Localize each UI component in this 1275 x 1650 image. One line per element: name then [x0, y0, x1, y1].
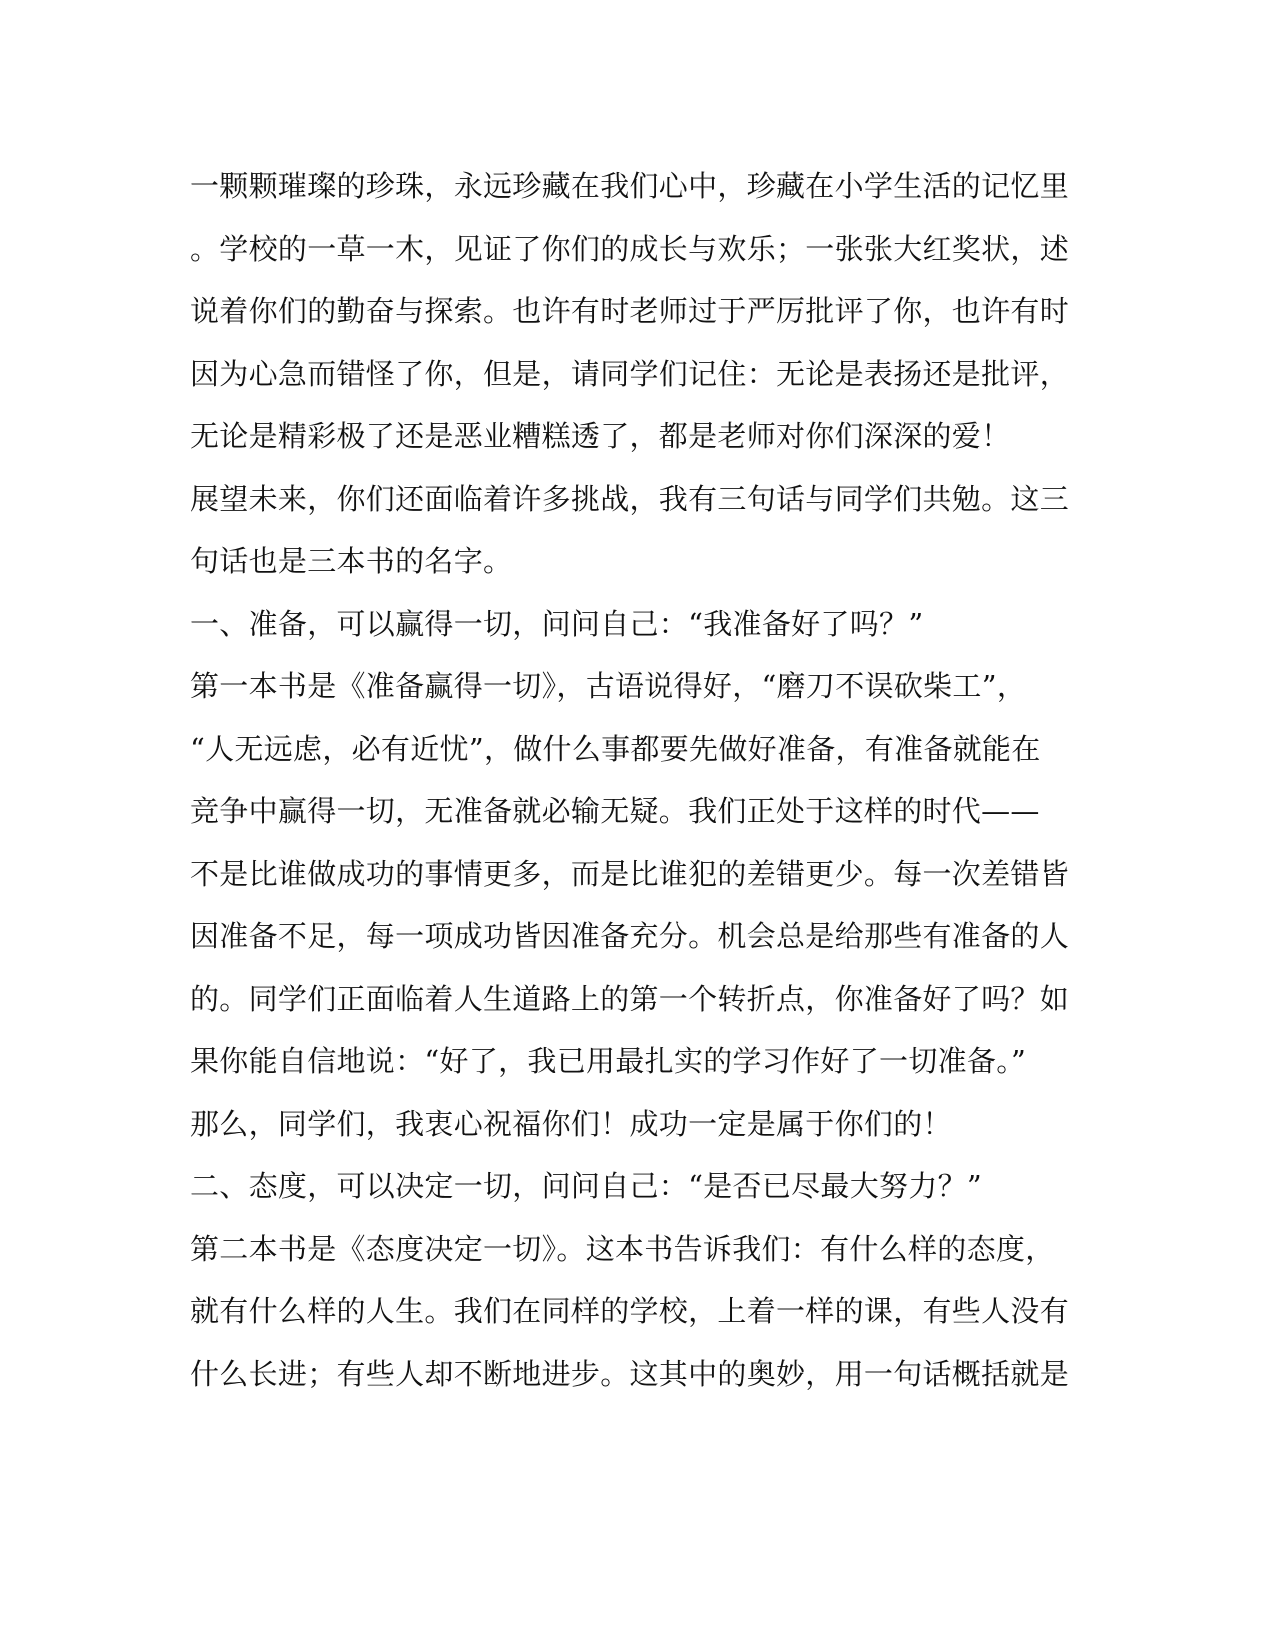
- text-line: 的。同学们正面临着人生道路上的第一个转折点，你准备好了吗？如: [190, 981, 1070, 1016]
- text-line: 。学校的一草一木，见证了你们的成长与欢乐；一张张大红奖状，述: [190, 231, 1070, 266]
- text-line: 无论是精彩极了还是恶业糟糕透了，都是老师对你们深深的爱！: [190, 419, 1011, 453]
- text-line: 第一本书是《准备赢得一切》，古语说得好，“磨刀不误砍柴工”，: [190, 669, 1027, 703]
- text-line: 一颗颗璀璨的珍珠，永远珍藏在我们心中，珍藏在小学生活的记忆里: [190, 169, 1070, 203]
- text-line: 说着你们的勤奋与探索。也许有时老师过于严厉批评了你，也许有时: [190, 294, 1070, 328]
- text-line: 什么长进；有些人却不断地进步。这其中的奥妙，用一句话概括就是: [190, 1356, 1070, 1391]
- section-heading-preparation: 一、准备，可以赢得一切，问问自己：“我准备好了吗？”: [190, 606, 924, 641]
- text-line: 果你能自信地说：“好了，我已用最扎实的学习作好了一切准备。”: [190, 1044, 1027, 1078]
- text-line: 因准备不足，每一项成功皆因准备充分。机会总是给那些有准备的人: [190, 919, 1070, 953]
- text-line: 竞争中赢得一切，无准备就必输无疑。我们正处于这样的时代——: [190, 794, 1040, 828]
- body-text: [190, 155, 1090, 1405]
- text-line: 不是比谁做成功的事情更多，而是比谁犯的差错更少。每一次差错皆: [190, 856, 1070, 891]
- text-line: 就有什么样的人生。我们在同样的学校，上着一样的课，有些人没有: [190, 1294, 1070, 1328]
- text-line: 因为心急而错怪了你，但是，请同学们记住：无论是表扬还是批评，: [190, 356, 1070, 391]
- text-line: 那么，同学们，我衷心祝福你们！成功一定是属于你们的！: [190, 1106, 952, 1141]
- text-line: “人无远虑，必有近忧”，做什么事都要先做好准备，有准备就能在: [190, 731, 1041, 766]
- text-line: 第二本书是《态度决定一切》。这本书告诉我们：有什么样的态度，: [190, 1231, 1055, 1266]
- text-line: 句话也是三本书的名字。: [190, 544, 513, 578]
- text-line: 展望未来，你们还面临着许多挑战，我有三句话与同学们共勉。这三: [190, 481, 1070, 516]
- section-heading-attitude: 二、态度，可以决定一切，问问自己：“是否已尽最大努力？”: [190, 1169, 983, 1203]
